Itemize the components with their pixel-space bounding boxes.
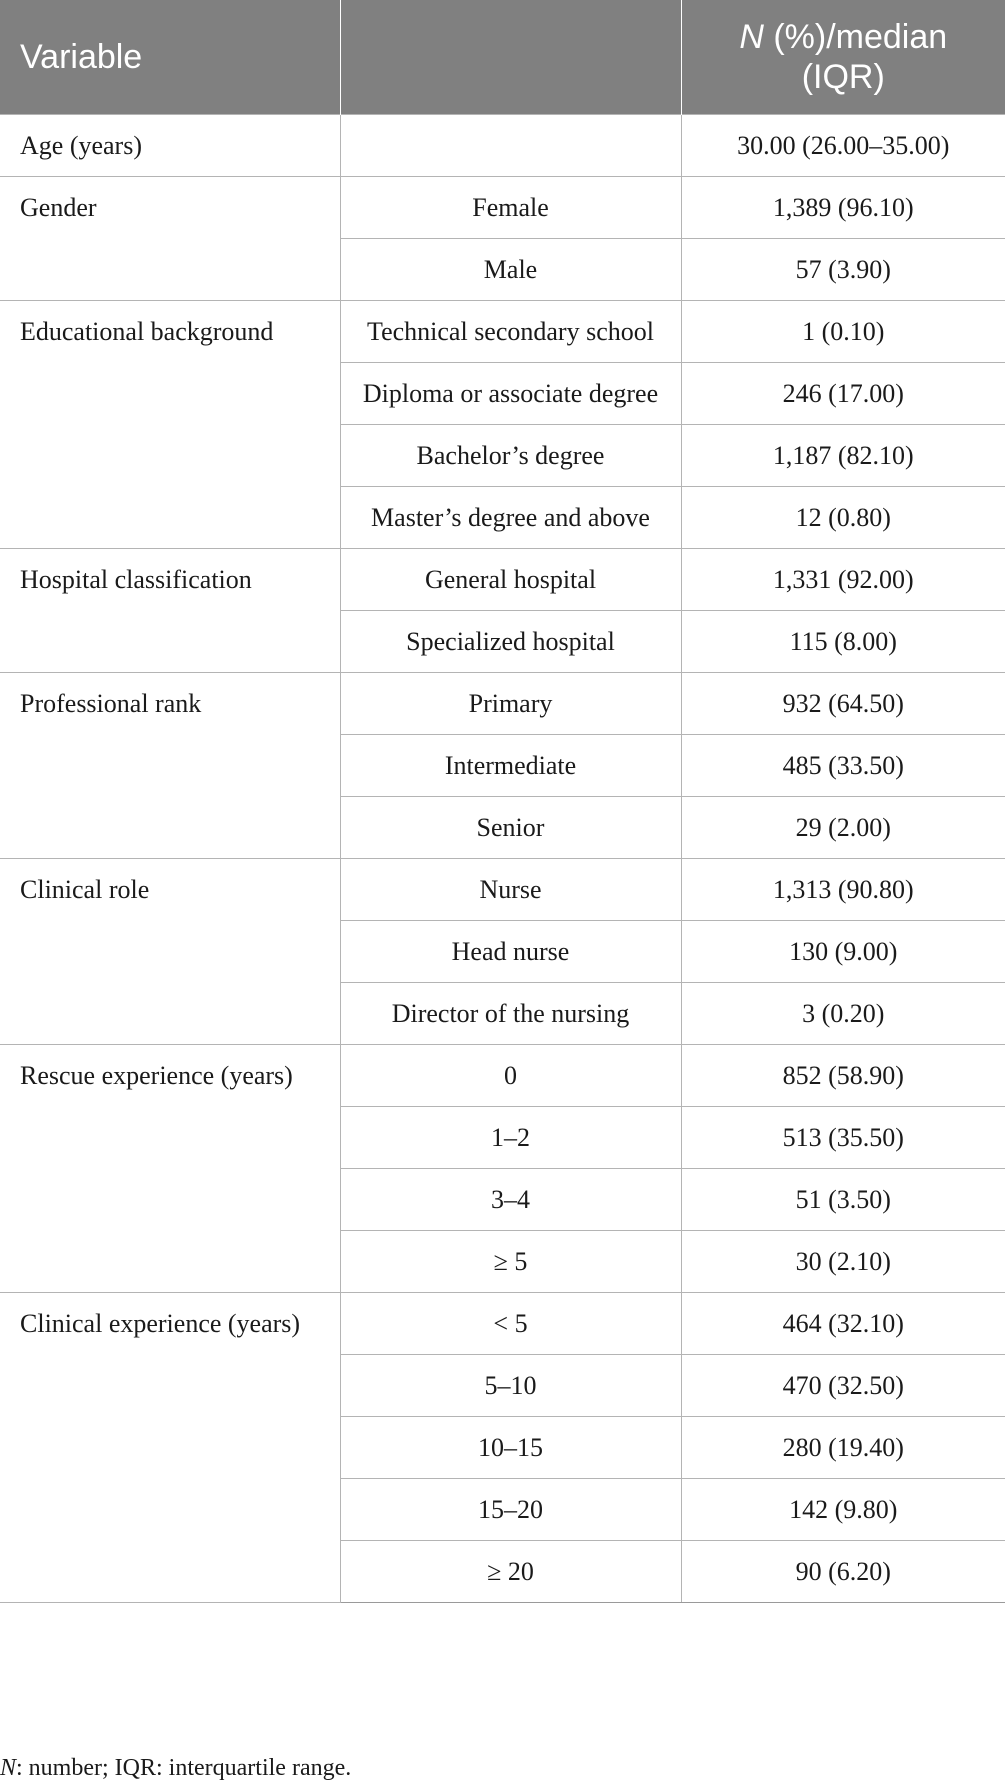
footnote-italic: N	[0, 1755, 17, 1781]
category-cell: Intermediate	[340, 735, 681, 797]
category-cell: Specialized hospital	[340, 611, 681, 673]
category-cell: Senior	[340, 797, 681, 859]
value-cell: 30.00 (26.00–35.00)	[681, 115, 1005, 177]
header-value-italic: N	[739, 18, 764, 56]
variable-cell: Clinical role	[0, 859, 340, 1045]
value-cell: 513 (35.50)	[681, 1107, 1005, 1169]
category-cell: 15–20	[340, 1479, 681, 1541]
value-cell: 1,389 (96.10)	[681, 177, 1005, 239]
value-cell: 470 (32.50)	[681, 1355, 1005, 1417]
table-row	[0, 115, 1005, 177]
value-cell: 280 (19.40)	[681, 1417, 1005, 1479]
category-cell: General hospital	[340, 549, 681, 611]
value-cell: 1 (0.10)	[681, 301, 1005, 363]
category-cell: 10–15	[340, 1417, 681, 1479]
value-cell: 852 (58.90)	[681, 1045, 1005, 1107]
value-cell: 30 (2.10)	[681, 1231, 1005, 1293]
value-cell: 1,313 (90.80)	[681, 859, 1005, 921]
footnote-text: : number; IQR: interquartile range.	[16, 1755, 352, 1781]
value-cell: 932 (64.50)	[681, 673, 1005, 735]
table-header-row	[0, 0, 1005, 115]
value-cell: 57 (3.90)	[681, 239, 1005, 301]
variable-cell: Professional rank	[0, 673, 340, 859]
category-cell: < 5	[340, 1293, 681, 1355]
value-cell: 3 (0.20)	[681, 983, 1005, 1045]
category-cell: ≥ 5	[340, 1231, 681, 1293]
header-value	[681, 0, 1005, 115]
value-cell: 29 (2.00)	[681, 797, 1005, 859]
category-cell: Primary	[340, 673, 681, 735]
table-row	[0, 301, 1005, 363]
variable-cell: Educational background	[0, 301, 340, 549]
table-row	[0, 859, 1005, 921]
table-row	[0, 177, 1005, 239]
category-cell: Director of the nursing	[340, 983, 681, 1045]
value-cell: 12 (0.80)	[681, 487, 1005, 549]
header-value-rest: (%)/median (IQR)	[763, 18, 948, 96]
value-cell: 142 (9.80)	[681, 1479, 1005, 1541]
category-cell: Female	[340, 177, 681, 239]
category-cell: 3–4	[340, 1169, 681, 1231]
value-cell: 1,331 (92.00)	[681, 549, 1005, 611]
table-footnote	[0, 1753, 351, 1783]
table-row	[0, 1045, 1005, 1107]
category-cell: Bachelor’s degree	[340, 425, 681, 487]
category-cell: ≥ 20	[340, 1541, 681, 1603]
value-cell: 90 (6.20)	[681, 1541, 1005, 1603]
value-cell: 51 (3.50)	[681, 1169, 1005, 1231]
variable-cell: Gender	[0, 177, 340, 301]
variable-cell: Hospital classification	[0, 549, 340, 673]
category-cell: 5–10	[340, 1355, 681, 1417]
variable-cell: Rescue experience (years)	[0, 1045, 340, 1293]
value-cell: 464 (32.10)	[681, 1293, 1005, 1355]
value-cell: 246 (17.00)	[681, 363, 1005, 425]
value-cell: 115 (8.00)	[681, 611, 1005, 673]
value-cell: 485 (33.50)	[681, 735, 1005, 797]
variable-cell: Age (years)	[0, 115, 340, 177]
category-cell: Technical secondary school	[340, 301, 681, 363]
value-cell: 1,187 (82.10)	[681, 425, 1005, 487]
category-cell: Diploma or associate degree	[340, 363, 681, 425]
category-cell: 1–2	[340, 1107, 681, 1169]
table-body	[0, 115, 1005, 1603]
variable-cell: Clinical experience (years)	[0, 1293, 340, 1603]
value-cell: 130 (9.00)	[681, 921, 1005, 983]
category-cell	[340, 115, 681, 177]
header-category	[340, 0, 681, 115]
header-variable: Variable	[0, 0, 340, 115]
category-cell: Head nurse	[340, 921, 681, 983]
category-cell: Male	[340, 239, 681, 301]
category-cell: Master’s degree and above	[340, 487, 681, 549]
table-row	[0, 1293, 1005, 1355]
category-cell: 0	[340, 1045, 681, 1107]
table-row	[0, 549, 1005, 611]
category-cell: Nurse	[340, 859, 681, 921]
table-row	[0, 673, 1005, 735]
